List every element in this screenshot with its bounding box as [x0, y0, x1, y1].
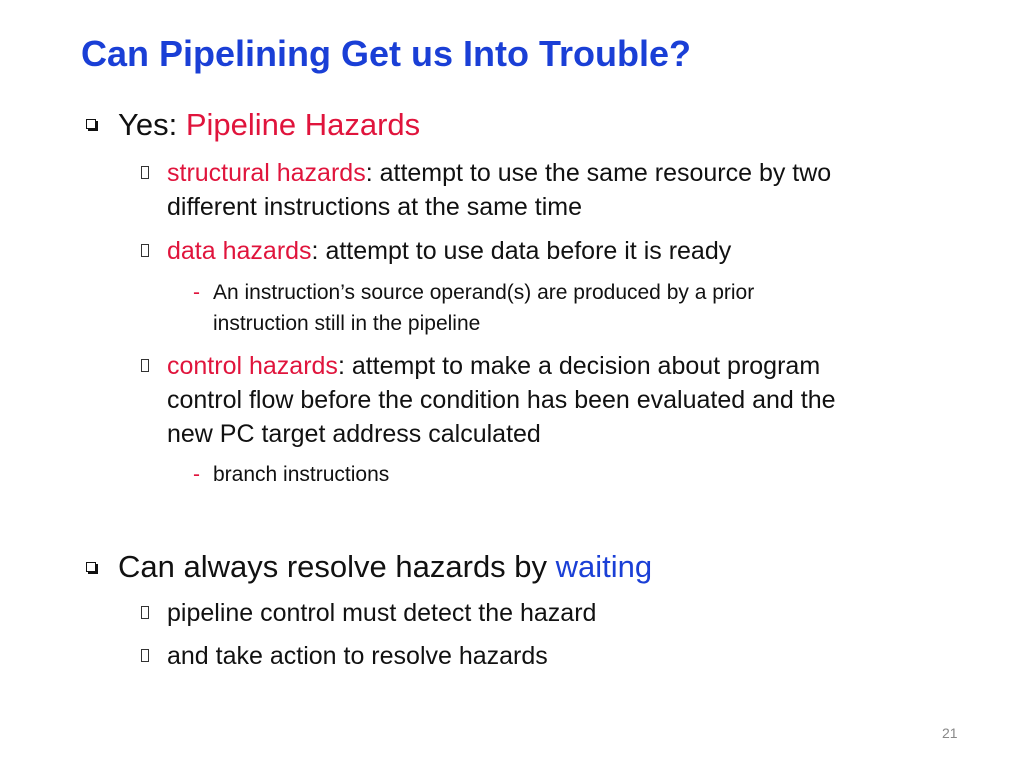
- slide-title: Can Pipelining Get us Into Trouble?: [81, 33, 692, 74]
- data-hazards-sub-item-cont: instruction still in the pipeline: [213, 312, 481, 335]
- rectangle-bullet-icon: [141, 244, 149, 257]
- hollow-square-bullet-icon: [86, 562, 96, 572]
- dash-bullet: -: [193, 463, 200, 486]
- control-hazards-desc-cont: new PC target address calculated: [167, 420, 541, 448]
- hollow-square-bullet-icon: [86, 119, 96, 129]
- structural-hazards-desc: : attempt to use the same resource by two: [365, 159, 832, 187]
- take-action-item: and take action to resolve hazards: [167, 642, 548, 670]
- rectangle-bullet-icon: [141, 359, 149, 372]
- dash-bullet: -: [193, 281, 200, 304]
- data-hazards-item: [167, 234, 731, 268]
- bullet-pipeline-hazards: [118, 107, 420, 143]
- rectangle-bullet-icon: [141, 166, 149, 179]
- bullet-lead-text: Yes:: [118, 107, 186, 142]
- structural-hazards-desc-cont: different instructions at the same time: [167, 193, 583, 221]
- control-hazards-desc-cont: control flow before the condition has been evaluated and the: [167, 386, 836, 414]
- control-hazards-term: control hazards: [167, 352, 338, 380]
- pipeline-control-item: pipeline control must detect the hazard: [167, 599, 597, 627]
- control-hazards-item: [167, 349, 820, 383]
- rectangle-bullet-icon: [141, 649, 149, 662]
- bullet-resolve-hazards: [118, 549, 652, 585]
- structural-hazards-term: structural hazards: [167, 159, 366, 187]
- data-hazards-term: data hazards: [167, 237, 312, 265]
- page-number: 21: [942, 725, 958, 741]
- pipeline-hazards-highlight: Pipeline Hazards: [185, 107, 421, 142]
- waiting-highlight: waiting: [555, 549, 653, 584]
- control-hazards-desc: : attempt to make a decision about program: [337, 352, 821, 380]
- rectangle-bullet-icon: [141, 606, 149, 619]
- data-hazards-desc: : attempt to use data before it is ready: [311, 237, 732, 265]
- structural-hazards-item: [167, 156, 831, 190]
- data-hazards-sub-item: An instruction’s source operand(s) are produced by a prior: [213, 281, 755, 304]
- bullet-lead-text: Can always resolve hazards by: [118, 549, 556, 584]
- control-hazards-sub-item: branch instructions: [213, 463, 390, 486]
